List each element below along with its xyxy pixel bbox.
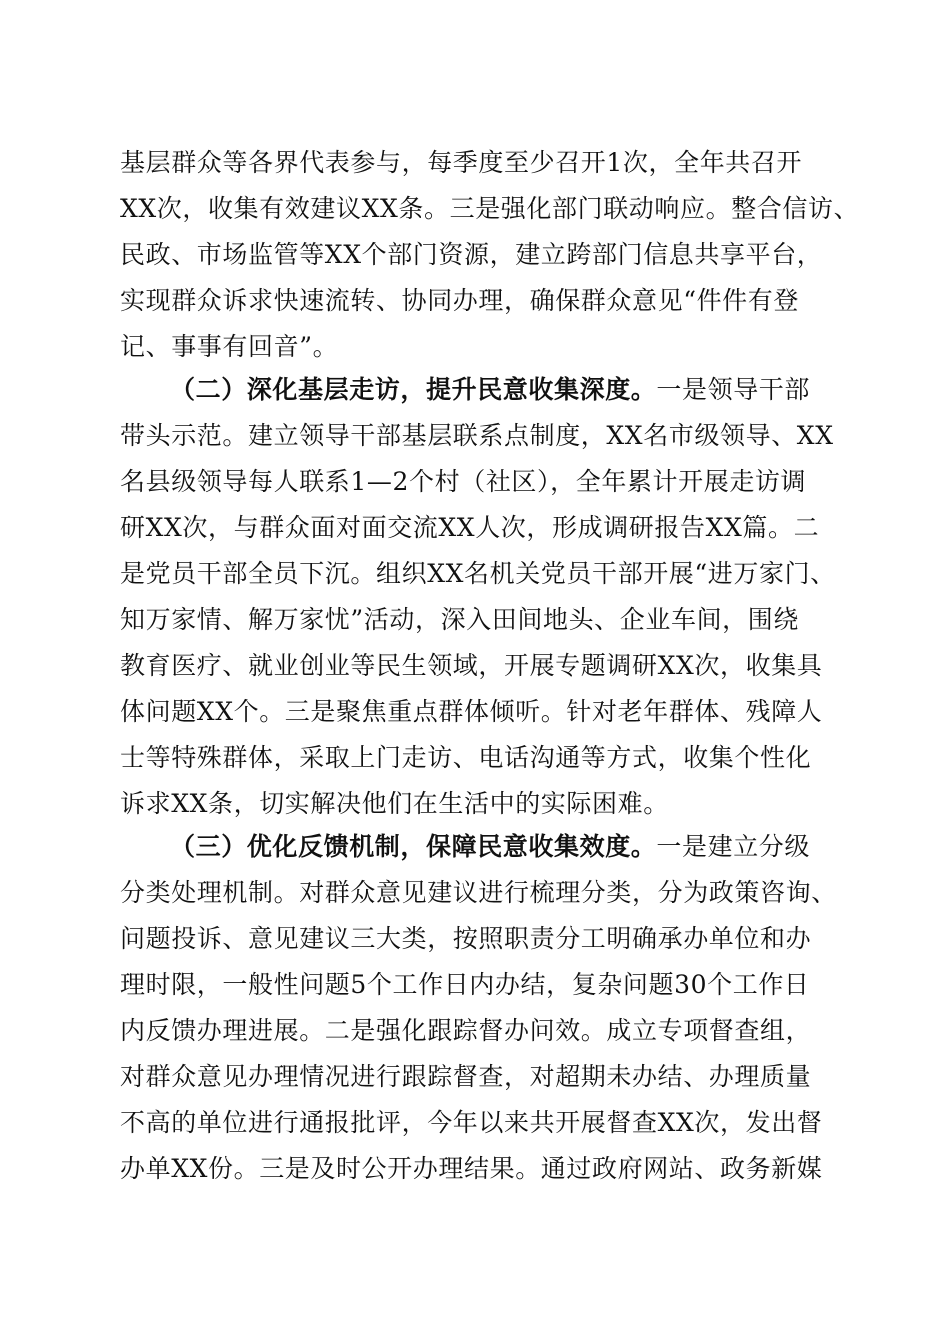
section-heading-line	[170, 829, 950, 865]
line-text: 基层群众等各界代表参与，每季度至少召开1次，全年共召开	[120, 148, 803, 177]
section-heading-line	[170, 372, 950, 408]
line-text: 教育医疗、就业创业等民生领域，开展专题调研XX次，收集具	[120, 651, 823, 680]
text-line	[120, 556, 950, 592]
line-text: 对群众意见办理情况进行跟踪督查，对超期未办结、办理质量	[120, 1062, 812, 1091]
text-line	[120, 145, 950, 181]
text-line	[120, 921, 950, 957]
section-heading: （三）优化反馈机制，保障民意收集效度。	[170, 832, 657, 861]
line-text: 民政、市场监管等XX个部门资源，建立跨部门信息共享平台，	[120, 240, 823, 269]
line-text: 一是建立分级	[656, 832, 811, 861]
line-text: 分类处理机制。对群众意见建议进行梳理分类，分为政策咨询、	[120, 878, 837, 907]
text-line	[120, 1013, 950, 1049]
line-text: 士等特殊群体，采取上门走访、电话沟通等方式，收集个性化	[120, 743, 812, 772]
text-line	[120, 464, 950, 500]
text-line	[120, 1151, 950, 1187]
line-text: 体问题XX个。三是聚焦重点群体倾听。针对老年群体、残障人	[120, 697, 823, 726]
line-text: 理时限，一般性问题5个工作日内办结，复杂问题30个工作日	[120, 970, 810, 999]
text-line	[120, 237, 950, 273]
text-line	[120, 602, 950, 638]
line-text: 内反馈办理进展。二是强化跟踪督办问效。成立专项督查组，	[120, 1016, 812, 1045]
line-text: 一是领导干部	[656, 375, 811, 404]
line-text: 办单XX份。三是及时公开办理结果。通过政府网站、政务新媒	[120, 1154, 823, 1183]
line-text: 研XX次，与群众面对面交流XX人次，形成调研报告XX篇。二	[120, 513, 820, 542]
text-line	[120, 740, 950, 776]
text-line	[120, 786, 950, 822]
text-line	[120, 1105, 950, 1141]
line-text: 实现群众诉求快速流转、协同办理，确保群众意见“件件有登	[120, 286, 799, 315]
text-line	[120, 694, 950, 730]
line-text: 不高的单位进行通报批评，今年以来共开展督查XX次，发出督	[120, 1108, 823, 1137]
line-text: XX次，收集有效建议XX条。三是强化部门联动响应。整合信访、	[120, 194, 860, 223]
text-line	[120, 191, 950, 227]
text-line	[120, 329, 950, 365]
text-line	[120, 967, 950, 1003]
line-text: 带头示范。建立领导干部基层联系点制度，XX名市级领导、XX	[120, 421, 834, 450]
text-line	[120, 648, 950, 684]
text-line	[120, 1059, 950, 1095]
line-text: 名县级领导每人联系1—2个村（社区），全年累计开展走访调	[120, 467, 807, 496]
text-line	[120, 510, 950, 546]
text-line	[120, 418, 950, 454]
text-line	[120, 875, 950, 911]
line-text: 问题投诉、意见建议三大类，按照职责分工明确承办单位和办	[120, 924, 812, 953]
section-heading: （二）深化基层走访，提升民意收集深度。	[170, 375, 657, 404]
line-text: 知万家情、解万家忧”活动，深入田间地头、企业车间，围绕	[120, 605, 799, 634]
line-text: 是党员干部全员下沉。组织XX名机关党员干部开展“进万家门、	[120, 559, 836, 588]
line-text: 记、事事有回音”。	[120, 332, 339, 361]
line-text: 诉求XX条，切实解决他们在生活中的实际困难。	[120, 789, 669, 818]
text-line	[120, 283, 950, 319]
